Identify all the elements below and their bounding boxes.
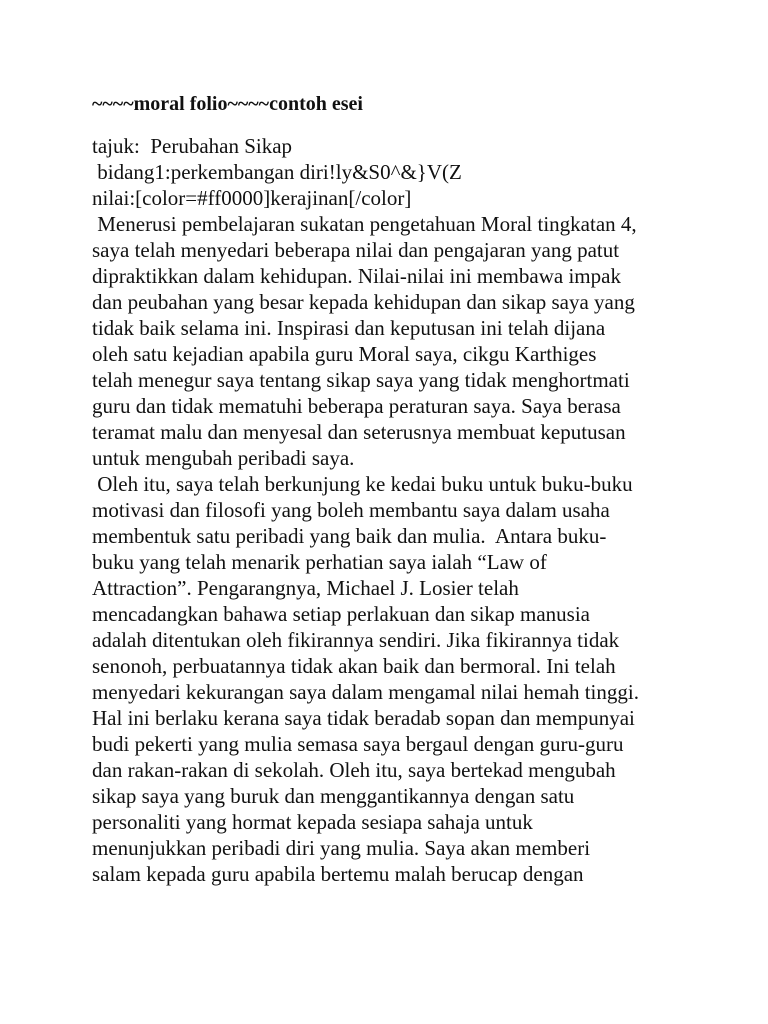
body-line: oleh satu kejadian apabila guru Moral saya, cikgu Karthiges: [92, 342, 597, 366]
line-nilai: nilai:[color=#ff0000]kerajinan[/color]: [92, 186, 412, 210]
body-line: personaliti yang hormat kepada sesiapa sahaja untuk: [92, 810, 533, 834]
body-line: saya telah menyedari beberapa nilai dan pengajaran yang patut: [92, 238, 620, 262]
body-line: dan rakan-rakan di sekolah. Oleh itu, saya bertekad mengubah: [92, 758, 616, 782]
body-line: buku yang telah menarik perhatian saya ialah “Law of: [92, 550, 547, 574]
body-line: Attraction”. Pengarangnya, Michael J. Losier telah: [92, 576, 519, 600]
document-title: ~~~~moral folio~~~~contoh esei: [92, 93, 363, 115]
body-line: untuk mengubah peribadi saya.: [92, 446, 355, 470]
body-line: menyedari kekurangan saya dalam mengamal nilai hemah tinggi.: [92, 680, 639, 704]
body-line: senonoh, perbuatannya tidak akan baik dan bermoral. Ini telah: [92, 654, 616, 678]
body-line: menunjukkan peribadi diri yang mulia. Saya akan memberi: [92, 836, 591, 860]
line-bidang: bidang1:perkembangan diri!ly&S0^&}V(Z: [92, 160, 462, 184]
body-line: teramat malu dan menyesal dan seterusnya membuat keputusan: [92, 420, 626, 444]
body-line: Oleh itu, saya telah berkunjung ke kedai buku untuk buku-buku: [92, 472, 633, 496]
document-body: [92, 133, 732, 887]
document-page: [92, 91, 732, 887]
body-line: tidak baik selama ini. Inspirasi dan keputusan ini telah dijana: [92, 316, 606, 340]
body-line: guru dan tidak mematuhi beberapa peraturan saya. Saya berasa: [92, 394, 621, 418]
line-tajuk: tajuk: Perubahan Sikap: [92, 134, 293, 158]
body-line: Hal ini berlaku kerana saya tidak beradab sopan dan mempunyai: [92, 706, 635, 730]
body-line: dan peubahan yang besar kepada kehidupan dan sikap saya yang: [92, 290, 635, 314]
body-line: telah menegur saya tentang sikap saya yang tidak menghortmati: [92, 368, 630, 392]
body-line: salam kepada guru apabila bertemu malah berucap dengan: [92, 862, 584, 886]
body-line: dipraktikkan dalam kehidupan. Nilai-nilai ini membawa impak: [92, 264, 621, 288]
body-line: motivasi dan filosofi yang boleh membantu saya dalam usaha: [92, 498, 610, 522]
body-line: adalah ditentukan oleh fikirannya sendiri. Jika fikirannya tidak: [92, 628, 620, 652]
body-line: Menerusi pembelajaran sukatan pengetahuan Moral tingkatan 4,: [92, 212, 637, 236]
body-line: membentuk satu peribadi yang baik dan mulia. Antara buku-: [92, 524, 607, 548]
body-line: budi pekerti yang mulia semasa saya bergaul dengan guru-guru: [92, 732, 624, 756]
body-line: sikap saya yang buruk dan menggantikannya dengan satu: [92, 784, 575, 808]
body-line: mencadangkan bahawa setiap perlakuan dan sikap manusia: [92, 602, 590, 626]
